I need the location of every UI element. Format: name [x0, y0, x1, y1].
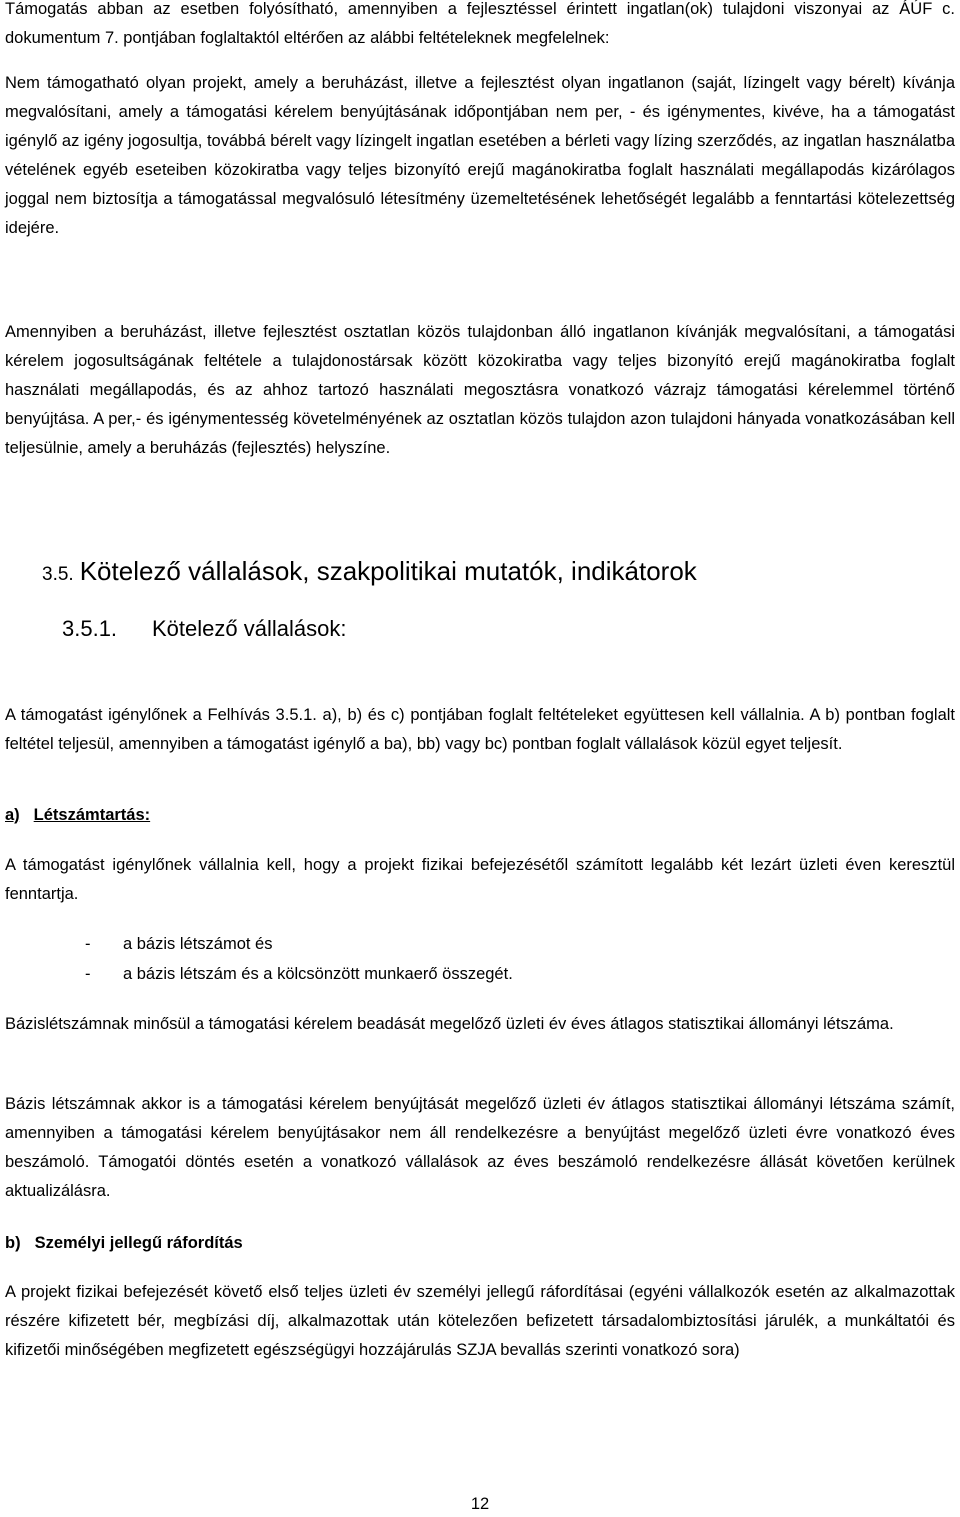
paragraph-headcount-requirement: A támogatást igénylőnek vállalnia kell, hogy a projekt fizikai befejezésétől számított legalább két lezárt üzleti éven keresztül fenntartja.	[5, 856, 955, 903]
page-number: 12	[470, 1495, 490, 1513]
section-heading-3-5	[42, 553, 697, 593]
subheading-b-personnel-costs	[5, 1229, 243, 1258]
paragraph-commitments-intro: A támogatást igénylőnek a Felhívás 3.5.1. a), b) és c) pontjában foglalt feltételeket együttesen kell vállalnia. A b) pontban foglalt feltétel teljesül, amennyiben a támogatást igénylő a ba), bb) vagy bc) pontban foglalt vállalások közül egyet teljesít.	[5, 706, 955, 753]
subsection-title: Kötelező vállalások:	[152, 616, 347, 641]
subsection-heading-3-5-1	[62, 614, 346, 644]
paragraph-personnel-costs: A projekt fizikai befejezését követő első teljes üzleti év személyi jellegű ráfordításai (egyéni vállalkozók esetén az alkalmazottak részére kifizetett bér, megbízási díj, alkalmazottak után kötelezően befizetett társadalombiztosítási járulék, a munkáltatói és kifizetői minőségében megfizetett egészségügyi hozzájárulás SZJA bevallás szerinti vonatkozó sora)	[5, 1283, 955, 1359]
list-item: - a bázis létszám és a kölcsönzött munkaerő összegét.	[85, 965, 513, 983]
paragraph-base-headcount-exception: Bázis létszámnak akkor is a támogatási kérelem benyújtását megelőző üzleti év átlagos statisztikai állományi létszáma számít, amennyiben a támogatási kérelem benyújtásakor nem áll rendelkezésre a benyújtást megelőző üzleti évre vonatkozó éves beszámoló. Támogatói döntés esetén a vonatkozó vállalások az éves beszámoló rendelkezésre állását követően kerülnek aktualizálásra.	[5, 1095, 955, 1200]
paragraph-joint-ownership: Amennyiben a beruházást, illetve fejlesztést osztatlan közös tulajdonban álló ingatlanon kívánják megvalósítani, a támogatási kérelem jogosultságának feltétele a tulajdonostársak között közokiratba vagy teljes bizonyító erejű magánokiratba foglalt használati megállapodás, és az ahhoz tartozó használati megosztásra vonatkozó vázrajz támogatási kérelemmel történő benyújtása. A per,- és igénymentesség követelményének az osztatlan közös tulajdon azon tulajdoni hányada vonatkozásában kell teljesülnie, amely a beruházás (fejlesztés) helyszíne.	[5, 323, 955, 457]
subsection-number: 3.5.1.	[62, 616, 118, 641]
section-number: 3.5.	[42, 564, 74, 585]
section-title: Kötelező vállalások, szakpolitikai mutatók, indikátorok	[79, 556, 697, 586]
subheading-label: Személyi jellegű ráfordítás	[34, 1234, 243, 1252]
subheading-letter: a)	[5, 806, 20, 824]
paragraph-base-headcount-definition: Bázislétszámnak minősül a támogatási kérelem beadását megelőző üzleti év éves átlagos statisztikai állományi létszáma.	[5, 1015, 894, 1033]
list-item: - a bázis létszámot és	[85, 935, 273, 953]
subheading-label: Létszámtartás:	[33, 806, 151, 824]
paragraph-ownership-conditions: Támogatás abban az esetben folyósítható, amennyiben a fejlesztéssel érintett ingatlan(ok) tulajdoni viszonyai az ÁÚF c. dokumentum 7. pontjában foglaltaktól eltérően az alábbi feltételeknek megfelelnek:	[5, 0, 955, 47]
paragraph-non-supportable-project: Nem támogatható olyan projekt, amely a beruházást, illetve a fejlesztést olyan ingatlanon (saját, lízingelt vagy bérelt) kívánja megvalósítani, amely a támogatási kérelem benyújtásának időpontjában nem per, - és igénymentes, kivéve, ha a támogatást igénylő az igény jogosultja, továbbá bérelt vagy lízingelt ingatlan esetében a bérleti vagy lízing szerződés, az ingatlan használatba vételének egyéb eseteiben közokiratba vagy teljes bizonyító erejű magánokiratba foglalt használati megállapodás kizárólagos joggal nem biztosítja a támogatással megvalósuló létesítmény üzemeltetésének lehetőségét legalább a fenntartási kötelezettség idejére.	[5, 74, 955, 237]
subheading-letter: b)	[5, 1234, 21, 1252]
subheading-a-headcount	[5, 801, 150, 830]
